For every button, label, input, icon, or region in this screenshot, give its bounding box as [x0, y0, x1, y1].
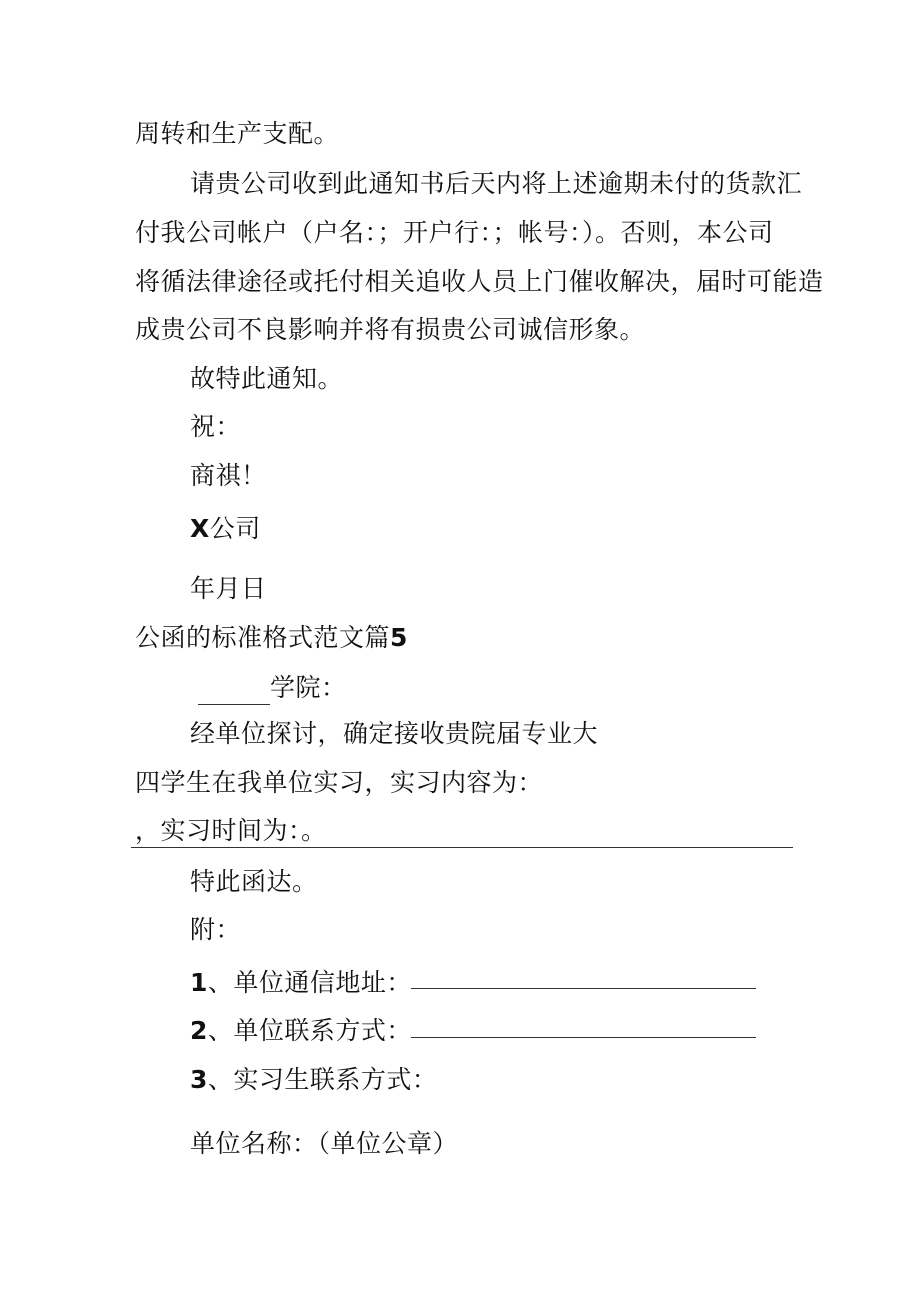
letter1-wish: 祝：: [190, 412, 242, 441]
letter2-signature: 单位名称：（单位公章）: [190, 1129, 459, 1158]
letter2-closing: 特此函达。: [190, 867, 318, 896]
address-blank-line: [411, 988, 756, 989]
item-number: 1: [190, 968, 208, 997]
recipient-suffix: 学院：: [270, 673, 347, 702]
item-number: 2: [190, 1016, 208, 1045]
attachment-item: [190, 967, 412, 999]
item-text: 、实习生联系方式：: [207, 1065, 438, 1094]
company-name: 公司: [209, 514, 261, 543]
item-text: 、单位通信地址：: [207, 968, 412, 997]
letter1-notice: 故特此通知。: [190, 364, 344, 393]
item-text: 、单位联系方式：: [207, 1016, 412, 1045]
section-title-number: 5: [390, 623, 408, 652]
letter1-company: [190, 513, 261, 545]
letter2-attach-label: 附：: [190, 915, 242, 944]
letter2-recipient: [198, 672, 347, 705]
letter1-regards: 商祺！: [190, 461, 267, 490]
attachment-item: [190, 1064, 437, 1096]
letter2-para-line1: 经单位探讨，确定接收贵院届专业大: [190, 719, 599, 748]
horizontal-divider: [131, 847, 793, 848]
letter1-tail-line: 周转和生产支配。: [135, 119, 340, 148]
letter1-date: 年月日: [190, 574, 267, 603]
letter1-para-line3: 将循法律途径或托付相关追收人员上门催收解决，届时可能造: [135, 267, 824, 296]
recipient-blank: [198, 672, 270, 705]
section-title: [135, 622, 408, 654]
letter1-para-line4: 成贵公司不良影响并将有损贵公司诚信形象。: [135, 315, 646, 344]
item-number: 3: [190, 1065, 208, 1094]
company-x: X: [190, 514, 210, 543]
letter2-para-line2: 四学生在我单位实习，实习内容为：: [135, 768, 544, 797]
letter1-para-line1: 请贵公司收到此通知书后天内将上述逾期未付的货款汇: [190, 169, 803, 198]
letter1-para-line2: 付我公司帐户（户名：；开户行：；帐号：）。否则，本公司: [135, 218, 774, 247]
attachment-item: [190, 1015, 412, 1047]
letter2-para-line3: ，实习时间为：。: [135, 816, 327, 845]
contact-blank-line: [411, 1037, 756, 1038]
section-title-text: 公函的标准格式范文篇: [135, 623, 391, 652]
